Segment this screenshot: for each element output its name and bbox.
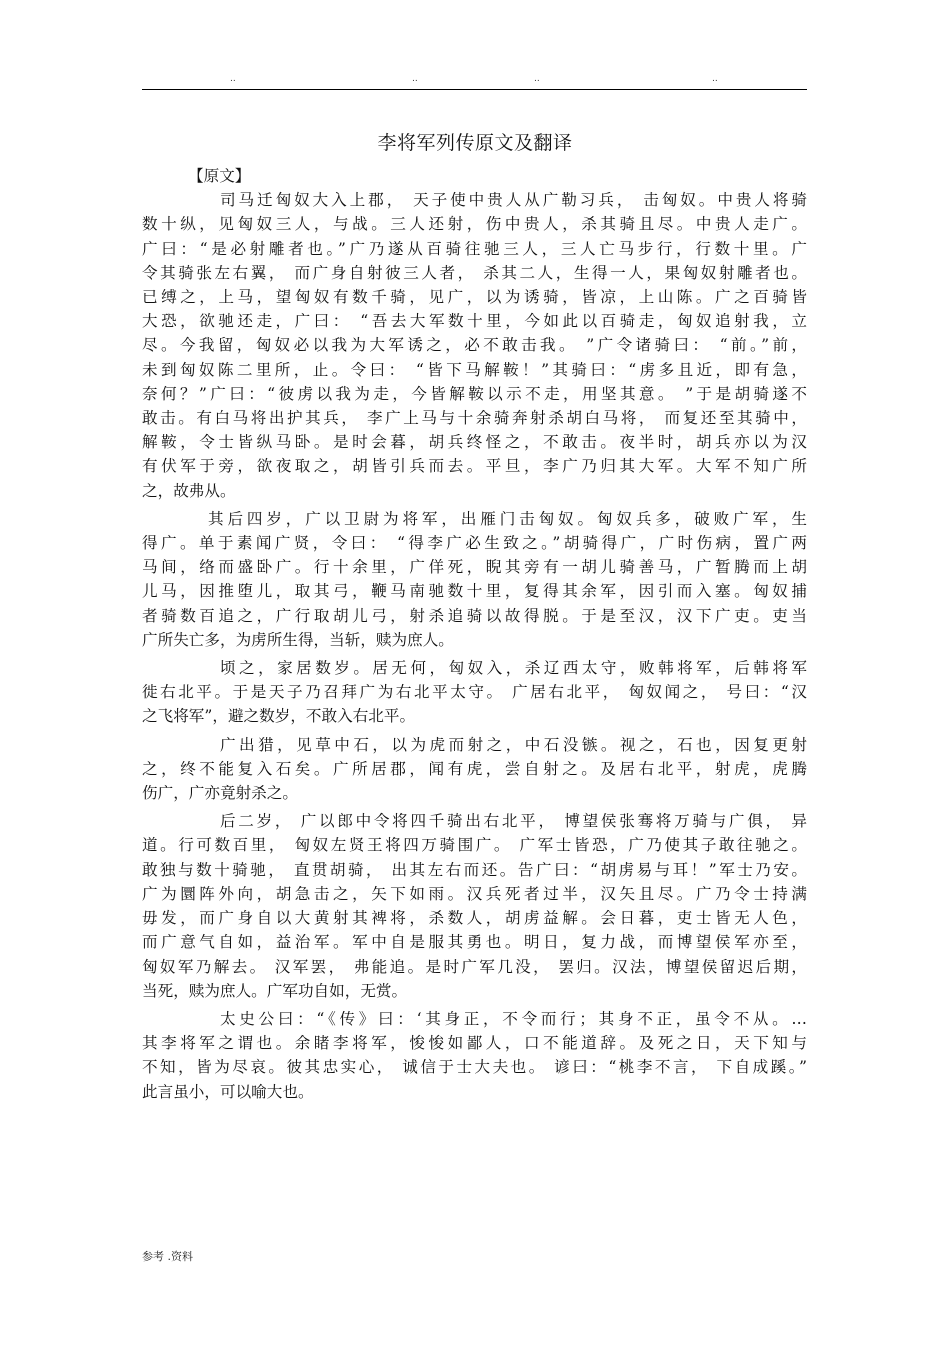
text-line: 敢独与数十骑驰， 直贯胡骑， 出其左右而还。告广曰：“胡虏易与耳！”军士乃安。 — [142, 860, 807, 879]
paragraph-container — [142, 188, 807, 1104]
paragraph — [142, 656, 807, 729]
text-line: 已缚之，上马，望匈奴有数千骑，见广，以为诱骑，皆凉，上山陈。广之百骑皆 — [142, 288, 807, 307]
text-line: 之，故弗从。 — [142, 481, 236, 500]
text-line: 广为圜阵外向，胡急击之，矢下如雨。汉兵死者过半，汉矢且尽。广乃令士持满 — [142, 884, 807, 903]
text-line: 尽。今我留，匈奴必以我为大军诱之，必不敢击我。 ”广令诸骑曰： “前。”前， — [142, 336, 807, 355]
paragraph — [142, 507, 807, 652]
text-line: 有伏军于旁，欲夜取之，胡皆引兵而去。平旦，李广乃归其大军。大军不知广所 — [142, 457, 807, 476]
header-dot: .. — [534, 74, 540, 84]
text-line: 不知，皆为尽哀。彼其忠实心， 诚信于士大夫也。 谚曰：“桃李不言， 下自成蹊。” — [142, 1058, 807, 1077]
header-rule — [142, 89, 807, 90]
document-body — [142, 164, 807, 1104]
text-line: 后二岁， 广以郎中令将四千骑出右北平， 博望侯张骞将万骑与广俱， 异 — [220, 812, 807, 831]
text-line: 其李将军之谓也。余睹李将军，悛悛如鄙人，口不能道辞。及死之日，天下知与 — [142, 1034, 807, 1053]
paragraph — [142, 188, 807, 503]
text-line: 毋发，而广身自以大黄射其裨将，杀数人，胡虏益解。会日暮，吏士皆无人色， — [142, 909, 807, 928]
text-line: 数十纵，见匈奴三人，与战。三人还射，伤中贵人，杀其骑且尽。中贵人走广。 — [142, 215, 807, 234]
text-line: 广曰：“是必射雕者也。”广乃遂从百骑往驰三人，三人亡马步行，行数十里。广 — [142, 239, 807, 258]
text-line: 者骑数百追之，广行取胡儿弓，射杀追骑以故得脱。于是至汉，汉下广吏。吏当 — [142, 606, 807, 625]
text-line: 其后四岁，广以卫尉为将军，出雁门击匈奴。匈奴兵多，破败广军，生 — [208, 509, 807, 528]
paragraph — [142, 733, 807, 806]
header-dot: .. — [412, 74, 418, 84]
text-line: 广所失亡多，为虏所生得，当斩，赎为庶人。 — [142, 630, 454, 649]
text-line: 徙右北平。于是天子乃召拜广为右北平太守。 广居右北平， 匈奴闻之， 号曰：“汉 — [142, 683, 807, 702]
text-line: 伤广，广亦竟射杀之。 — [142, 784, 298, 803]
text-line: 之，终不能复入石矣。广所居郡，闻有虎，尝自射之。及居右北平，射虎，虎腾 — [142, 759, 807, 778]
text-line: 太史公曰：“《传》曰：‘其身正，不令而行；其身不正，虽令不从。… — [220, 1009, 807, 1028]
header-dot: .. — [712, 74, 718, 84]
text-line: 儿马，因推堕儿，取其弓，鞭马南驰数十里，复得其余军，因引而入塞。匈奴捕 — [142, 582, 807, 601]
text-line: 司马迁匈奴大入上郡， 天子使中贵人从广勒习兵， 击匈奴。中贵人将骑 — [220, 191, 807, 210]
text-line: 广出猎，见草中石，以为虎而射之，中石没镞。视之，石也，因复更射 — [220, 735, 807, 754]
text-line: 而广意气自如，益治军。军中自是服其勇也。明日，复力战，而博望侯军亦至， — [142, 933, 807, 952]
text-line: 未到匈奴陈二里所，止。令曰： “皆下马解鞍！”其骑曰：“虏多且近，即有急， — [142, 360, 807, 379]
text-line: 此言虽小，可以喻大也。 — [142, 1082, 314, 1101]
text-line: 令其骑张左右翼， 而广身自射彼三人者， 杀其二人，生得一人，果匈奴射雕者也。 — [142, 263, 807, 282]
text-line: 得广。单于素闻广贤，令曰： “得李广必生致之。”胡骑得广，广时伤病，置广两 — [142, 534, 807, 553]
section-heading: 【原文】 — [188, 167, 251, 185]
text-line: 顷之，家居数岁。居无何，匈奴入，杀辽西太守，败韩将军，后韩将军 — [220, 659, 807, 678]
text-line: 奈何？”广曰：“彼虏以我为走，今皆解鞍以示不走，用坚其意。 ”于是胡骑遂不 — [142, 384, 807, 403]
text-line: 大恐，欲驰还走，广曰： “吾去大军数十里，今如此以百骑走，匈奴追射我，立 — [142, 312, 807, 331]
text-line: 之飞将军”，避之数岁，不敢入右北平。 — [142, 707, 416, 726]
text-line: 匈奴军乃解去。 汉军罢， 弗能追。是时广军几没， 罢归。汉法，博望侯留迟后期， — [142, 957, 807, 976]
text-line: 敢击。有白马将出护其兵， 李广上马与十余骑奔射杀胡白马将， 而复还至其骑中， — [142, 409, 807, 428]
paragraph — [142, 1007, 807, 1104]
text-line: 马间，络而盛卧广。行十余里，广佯死，睨其旁有一胡儿骑善马，广暂腾而上胡 — [142, 558, 807, 577]
header-dots — [142, 74, 807, 88]
text-line: 解鞍，令士皆纵马卧。是时会暮，胡兵终怪之，不敢击。夜半时，胡兵亦以为汉 — [142, 433, 807, 452]
text-line: 当死，赎为庶人。广军功自如，无赏。 — [142, 981, 408, 1000]
header-dot: .. — [230, 74, 236, 84]
page-footer: 参考 .资料 — [142, 1250, 193, 1263]
text-line: 道。行可数百里， 匈奴左贤王将四万骑围广。 广军士皆恐，广乃使其子敢往驰之。 — [142, 836, 807, 855]
page-title: 李将军列传原文及翻译 — [377, 132, 573, 154]
paragraph — [142, 809, 807, 1003]
